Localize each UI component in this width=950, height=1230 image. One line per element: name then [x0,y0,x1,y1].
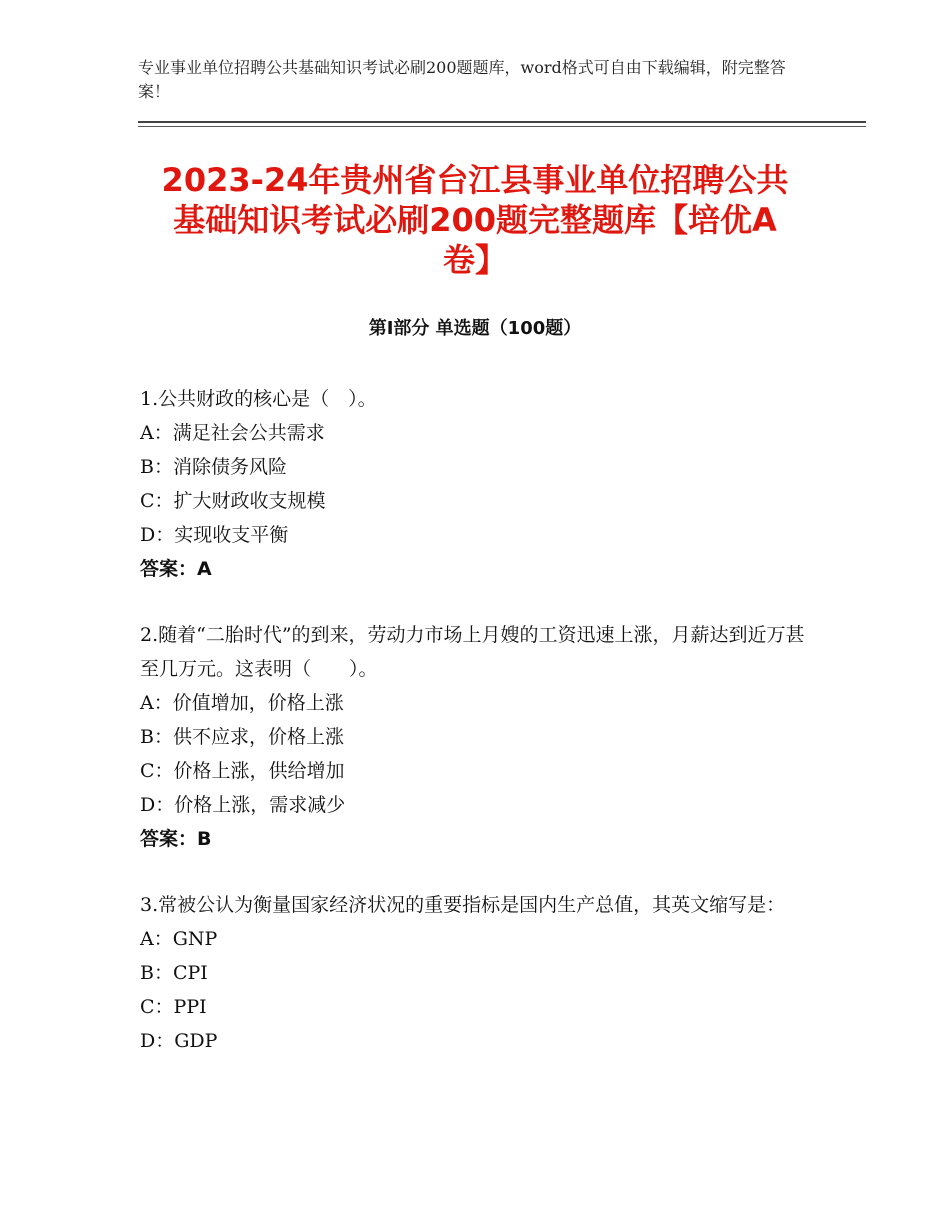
option-c: C：价格上涨，供给增加 [140,760,345,782]
option-c: C：PPI [140,996,207,1018]
question-list [140,382,810,1090]
question-stem: 1.公共财政的核心是（ ）。 [140,388,377,410]
answer: 答案：A [140,558,212,580]
question-stem: 3.常被公认为衡量国家经济状况的重要指标是国内生产总值，其英文缩写是： [140,894,786,916]
header-rule-thin [138,126,866,127]
header-rule [138,121,866,123]
option-d: D：实现收支平衡 [140,524,289,546]
question-2 [140,618,810,856]
answer: 答案：B [140,828,212,850]
header-note: 专业事业单位招聘公共基础知识考试必刷200题题库，word格式可自由下载编辑，附完整答案！ [138,58,786,101]
option-a: A：满足社会公共需求 [140,422,325,444]
option-b: B：供不应求，价格上涨 [140,726,344,748]
option-b: B：消除债务风险 [140,456,287,478]
option-a: A：GNP [140,928,218,950]
option-d: D：GDP [140,1030,218,1052]
question-1 [140,382,810,586]
question-stem: 2.随着“二胎时代”的到来，劳动力市场上月嫂的工资迅速上涨，月薪达到近万甚至几万元。这表明（ ）。 [140,624,805,680]
question-3 [140,888,810,1058]
option-b: B：CPI [140,962,208,984]
option-d: D：价格上涨，需求减少 [140,794,346,816]
option-c: C：扩大财政收支规模 [140,490,326,512]
option-a: A：价值增加，价格上涨 [140,692,344,714]
section-heading: 第Ⅰ部分 单选题（100题） [368,318,582,339]
document-title: 2023-24年贵州省台江县事业单位招聘公共基础知识考试必刷200题完整题库【培优A卷】 [161,161,789,279]
